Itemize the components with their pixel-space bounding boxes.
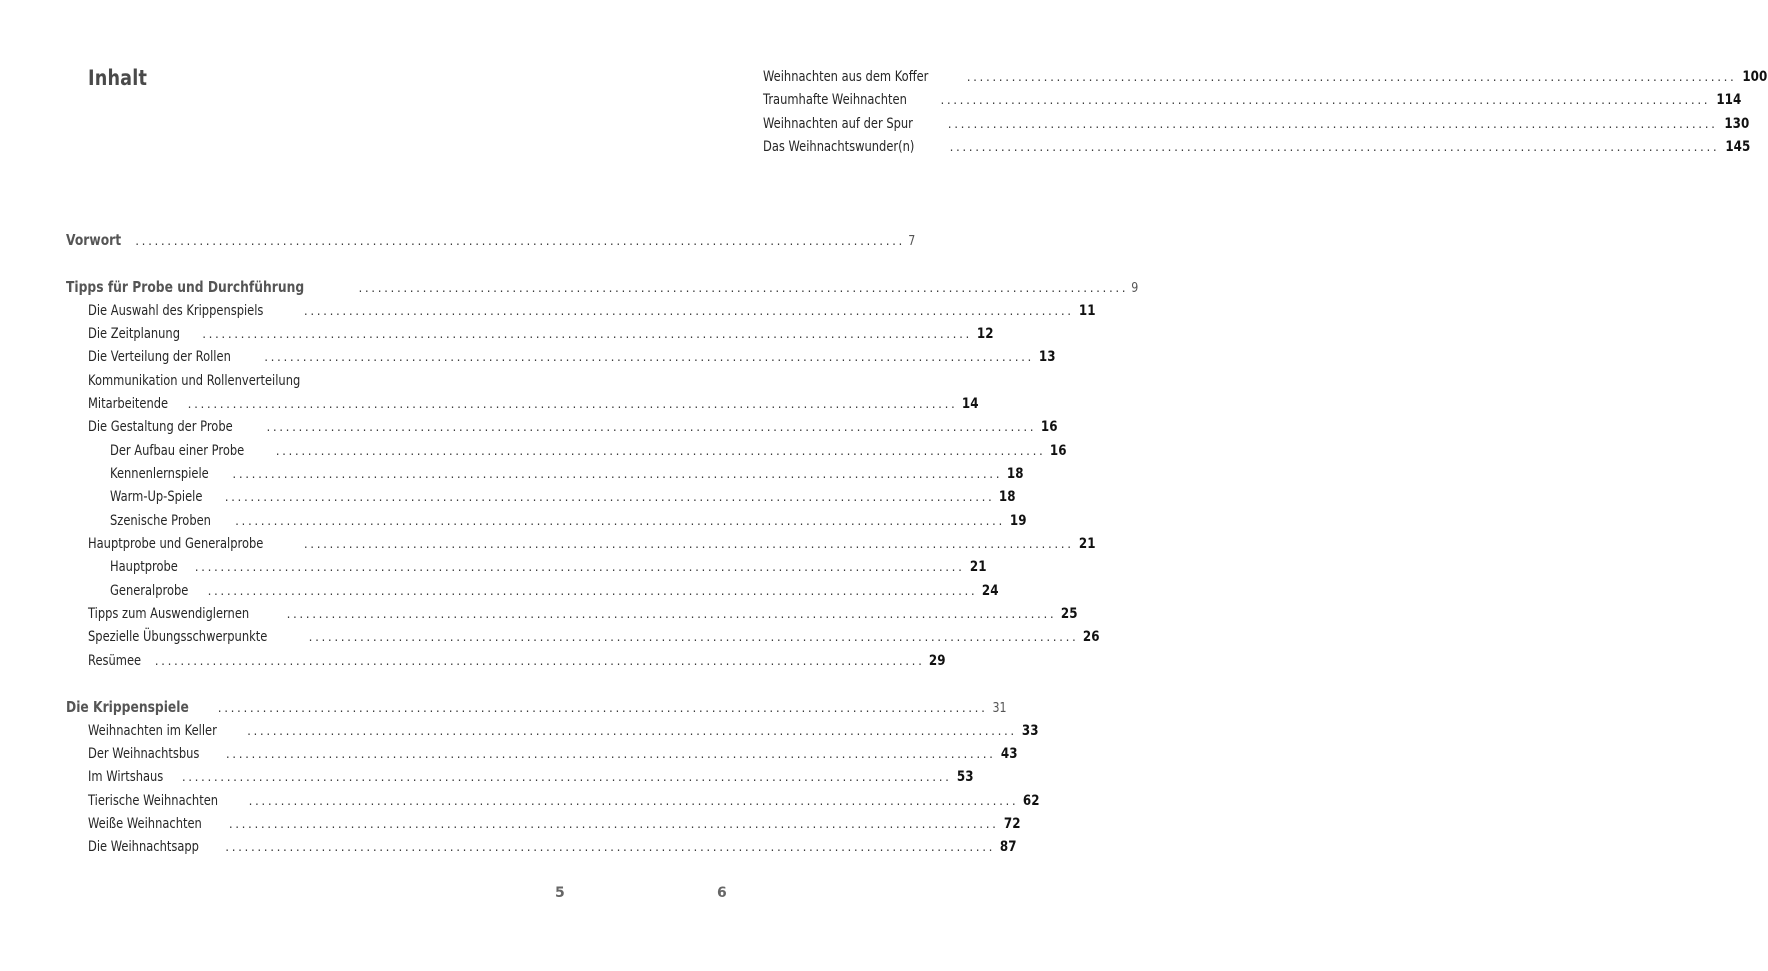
- toc-label: Resümee: [88, 653, 142, 669]
- toc-label: Die Gestaltung der Probe: [88, 419, 233, 435]
- toc-label: Weihnachten aus dem Koffer: [763, 69, 929, 85]
- toc-label: Der Weihnachtsbus: [88, 746, 200, 762]
- toc-entry: [88, 792, 1040, 810]
- toc-page-number: 145: [1725, 139, 1751, 155]
- dot-leader: ........................................................................................................................: [247, 724, 1017, 738]
- toc-label: Tierische Weihnachten: [88, 793, 219, 809]
- toc-section: [66, 231, 916, 249]
- toc-page-number: 19: [1009, 513, 1027, 529]
- dot-leader: ........................................................................................................................: [358, 281, 1129, 295]
- toc-section: [66, 698, 1007, 716]
- toc-page-number: 31: [991, 701, 1007, 716]
- toc-subentry: [110, 512, 1027, 530]
- toc-page-number: 14: [962, 396, 979, 412]
- toc-page-number: 114: [1716, 92, 1742, 108]
- dot-leader: ........................................................................................................................: [286, 607, 1057, 621]
- dot-leader: ........................................................................................................................: [207, 584, 978, 598]
- dot-leader: ........................................................................................................................: [308, 630, 1079, 644]
- dot-leader: ........................................................................................................................: [135, 234, 905, 248]
- toc-page-number: 21: [969, 559, 986, 575]
- toc-page-number: 18: [1007, 466, 1024, 482]
- toc-label: Die Zeitplanung: [88, 326, 180, 342]
- toc-entry: [88, 535, 1096, 553]
- toc-entry: [88, 605, 1078, 623]
- toc-label: Die Auswahl des Krippenspiels: [88, 303, 264, 319]
- toc-entry: [763, 68, 1768, 86]
- toc-entry: [763, 138, 1751, 156]
- toc-entry: [88, 628, 1100, 646]
- toc-label: Weiße Weihnachten: [88, 816, 202, 832]
- toc-page-number: 12: [976, 326, 994, 342]
- toc-label: Generalprobe: [110, 583, 189, 599]
- page-number-left: 5: [555, 885, 565, 901]
- toc-label: Die Krippenspiele: [66, 698, 189, 716]
- toc-label: Vorwort: [66, 231, 122, 249]
- toc-page-number: 11: [1078, 303, 1096, 319]
- toc-entry: [763, 115, 1749, 133]
- page-number-right: 6: [717, 885, 727, 901]
- toc-page-number: 18: [999, 489, 1016, 505]
- toc-label: Szenische Proben: [110, 513, 211, 529]
- toc-section: [66, 278, 1139, 296]
- dot-leader: ........................................................................................................................: [248, 794, 1019, 808]
- toc-label: Das Weihnachtswunder(n): [763, 139, 915, 155]
- toc-label: Warm-Up-Spiele: [110, 489, 203, 505]
- dot-leader: ........................................................................................................................: [228, 817, 999, 831]
- toc-entry: [88, 395, 979, 413]
- dot-leader: ........................................................................................................................: [225, 840, 996, 854]
- dot-leader: ........................................................................................................................: [966, 70, 1737, 84]
- toc-page-number: 62: [1023, 793, 1040, 809]
- toc-page-number: 13: [1038, 349, 1056, 365]
- dot-leader: ........................................................................................................................: [187, 397, 958, 411]
- toc-entry: [88, 768, 974, 786]
- toc-label: Tipps für Probe und Durchführung: [66, 278, 305, 296]
- dot-leader: ........................................................................................................................: [225, 747, 996, 761]
- dot-leader: ........................................................................................................................: [181, 770, 952, 784]
- toc-page-number: 29: [929, 653, 946, 669]
- toc-page-number: 21: [1078, 536, 1096, 552]
- toc-page-number: 24: [982, 583, 999, 599]
- dot-leader: ........................................................................................................................: [202, 327, 972, 341]
- toc-subentry: [110, 465, 1024, 483]
- toc-entry: [88, 302, 1096, 320]
- toc-subentry: [110, 558, 986, 576]
- dot-leader: ........................................................................................................................: [303, 304, 1074, 318]
- toc-page-number: 16: [1050, 443, 1067, 459]
- dot-leader: ........................................................................................................................: [264, 350, 1034, 364]
- toc-page-number: 26: [1083, 629, 1100, 645]
- toc-entry: [88, 348, 1056, 366]
- toc-label: Die Verteilung der Rollen: [88, 349, 231, 365]
- dot-leader: ........................................................................................................................: [949, 140, 1720, 154]
- dot-leader: ........................................................................................................................: [235, 514, 1005, 528]
- page-title: Inhalt: [88, 66, 148, 90]
- dot-leader: ........................................................................................................................: [224, 490, 995, 504]
- toc-label: Kommunikation und Rollenverteilung: [88, 373, 301, 389]
- toc-entry: [88, 722, 1039, 740]
- dot-leader: ........................................................................................................................: [275, 444, 1046, 458]
- toc-entry: [88, 372, 539, 390]
- toc-label: Im Wirtshaus: [88, 769, 164, 785]
- toc-label: Tipps zum Auswendiglernen: [88, 606, 250, 622]
- toc-entry: [763, 91, 1742, 109]
- toc-subentry: [110, 582, 999, 600]
- toc-label: Spezielle Übungsschwerpunkte: [88, 629, 268, 645]
- toc-label: Traumhafte Weihnachten: [763, 92, 907, 108]
- dot-leader: ........................................................................................................................: [303, 537, 1074, 551]
- toc-page-number: 130: [1723, 116, 1749, 132]
- dot-leader: ........................................................................................................................: [947, 117, 1718, 131]
- toc-entry: [88, 325, 994, 343]
- dot-leader: ........................................................................................................................: [154, 654, 925, 668]
- toc-entry: [88, 418, 1058, 436]
- toc-label: Weihnachten im Keller: [88, 723, 217, 739]
- toc-page-number: 16: [1041, 419, 1058, 435]
- toc-page-number: 100: [1742, 69, 1768, 85]
- toc-label: Mitarbeitende: [88, 396, 169, 412]
- toc-label: Hauptprobe und Generalprobe: [88, 536, 264, 552]
- toc-label: Weihnachten auf der Spur: [763, 116, 913, 132]
- toc-label: Kennenlernspiele: [110, 466, 209, 482]
- toc-subentry: [110, 442, 1067, 460]
- toc-label: Hauptprobe: [110, 559, 178, 575]
- toc-entry: [88, 815, 1021, 833]
- toc-entry: [88, 652, 946, 670]
- toc-label: Die Weihnachtsapp: [88, 839, 199, 855]
- dot-leader: ........................................................................................................................: [217, 701, 988, 715]
- toc-page-number: 43: [1000, 746, 1018, 762]
- dot-leader: ........................................................................................................................: [194, 560, 965, 574]
- toc-entry: [88, 838, 1017, 856]
- toc-page-number: 9: [1131, 281, 1139, 296]
- toc-page-number: 72: [1003, 816, 1021, 832]
- toc-page-number: 25: [1061, 606, 1078, 622]
- dot-leader: ........................................................................................................................: [232, 467, 1003, 481]
- toc-subentry: [110, 488, 1016, 506]
- toc-entry: [88, 745, 1018, 763]
- toc-page-number: 7: [908, 234, 916, 249]
- dot-leader: ........................................................................................................................: [940, 93, 1711, 107]
- toc-page-number: 87: [999, 839, 1017, 855]
- dot-leader: ........................................................................................................................: [266, 420, 1037, 434]
- toc-page-number: 33: [1021, 723, 1039, 739]
- toc-page-number: 53: [956, 769, 974, 785]
- toc-label: Der Aufbau einer Probe: [110, 443, 245, 459]
